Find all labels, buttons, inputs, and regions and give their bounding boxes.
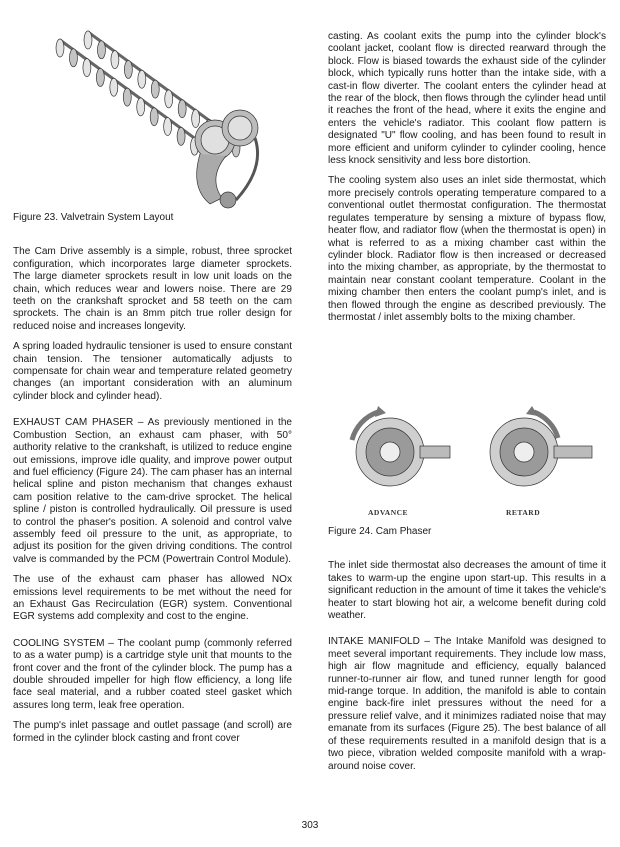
- paragraph-tensioner: A spring loaded hydraulic tensioner is used to ensure constant chain tension. The tensioner automatically adjusts to compensate for chain wear and temperature related geometry changes (an important consideration with an aluminum cylinder block and cylinder head).: [13, 341, 292, 402]
- figure-24-cam-phaser: [328, 400, 606, 518]
- retard-label: RETARD: [506, 508, 541, 517]
- paragraph-exhaust-cam-phaser: EXHAUST CAM PHASER – As previously mentioned in the Combustion Section, an exhaust cam phaser, with 50° authority relative to the crankshaft, is utilized to reduce engine out emissions, improve idle quality, and improve power output and fuel efficiency (Figure 24). The cam phaser has an internal helical spline and piston mechanism that changes exhaust cam position relative to the cam-drive sprocket. The helical spline / piston is controlled hydraulically. Oil pressure is used to control the phaser's position. A solenoid and control valve assembly feed oil pressure to the unit, as appropriate, to adjust its position for the given driving conditions. The control valve is commanded by the PCM (Powertrain Control Module).: [13, 417, 292, 565]
- left-column: [13, 0, 292, 753]
- advance-label: ADVANCE: [368, 508, 409, 517]
- paragraph-inlet-thermostat: The cooling system also uses an inlet side thermostat, which more precisely controls operating temperature compared to a conventional outlet thermostat configuration. The thermostat regulates temperature by sensing a mixture of bypass flow, heater flow, and radiator flow (when the thermostat is open) in what is referred to as a mixing chamber cast within the cylinder block. Radiator flow is then increased or decreased into the mixing chamber, as appropriate, by the thermostat to maintain near constant coolant temperature. Coolant in the mixing chamber then enters the coolant pump's inlet, and is then flowed through the engine as described previously. The thermostat / inlet assembly bolts to the mixing chamber.: [328, 175, 606, 323]
- paragraph-cooling-system: COOLING SYSTEM – The coolant pump (commonly referred to as a water pump) is a cartridge style unit that mounts to the front cover and the front of the cylinder block. The pump has a double shrouded impeller for high flow efficiency, a long life face seal material, and a rubber coated steel gasket which assures long term, leak free operation.: [13, 637, 292, 711]
- paragraph-coolant-flow: casting. As coolant exits the pump into the cylinder block's coolant jacket, coolant flow is directed rearward through the block. Flow is biased towards the exhaust side of the cylinder block, which typically runs hotter than the intake side, with a cast-in flow diverter. The coolant enters the cylinder head at the rear of the block, then flows through the cylinder head until it reaches the front of the head, where it exits the engine and enters the vehicle's radiator. This coolant flow pattern is designated "U" flow cooling, and has been found to result in more efficient and uniform cylinder to cylinder cooling, hence less knock sensitivity and less bore distortion.: [328, 31, 606, 167]
- right-column-lower: [328, 526, 606, 781]
- paragraph-warm-up: The inlet side thermostat also decreases the amount of time it takes to warm-up the engine upon start-up. This results in a significant reduction in the amount of time it takes the vehicle's heater to start blowing hot air, a welcome benefit during cold weather.: [328, 560, 606, 622]
- cam-phaser-drawing: [328, 400, 606, 518]
- paragraph-pump-passage: The pump's inlet passage and outlet passage (and scroll) are formed in the cylinder block casting and front cover: [13, 720, 292, 744]
- figure-24-caption: Figure 24. Cam Phaser: [328, 526, 432, 537]
- right-column: [328, 31, 606, 332]
- figure-23-caption: Figure 23. Valvetrain System Layout: [13, 212, 174, 223]
- paragraph-intake-manifold: INTAKE MANIFOLD – The Intake Manifold was designed to meet several important requirements. They include low mass, high air flow magnitude and efficiency, equally balanced runner-to-runner air flow, and tuned runner length for good mid-range torque. In addition, the manifold is able to contain engine back-fire inlet pressures without the need for a pressure relief valve, and it minimizes radiated noise that may emanate from its surfaces (Figure 25). The best balance of all of these requirements resulted in a manifold design that is a two piece, vibration welded composite manifold with a wrap-around noise cover.: [328, 636, 606, 772]
- page-number: 303: [301, 820, 319, 831]
- paragraph-cam-drive: The Cam Drive assembly is a simple, robust, three sprocket configuration, which incorporates large diameter sprockets. The large diameter sprockets result in low unit loads on the chain, which reduces wear and lowers noise. There are 29 teeth on the crankshaft sprocket and 58 teeth on the cam sprockets. The chain is an 8mm pitch true roller design for reduced noise and increases longevity.: [13, 246, 292, 332]
- paragraph-egr: The use of the exhaust cam phaser has allowed NOx emissions level requirements to be met without the need for an Exhaust Gas Recirculation (EGR) system. Conventional EGR systems add complexity and cost to the engine.: [13, 574, 292, 623]
